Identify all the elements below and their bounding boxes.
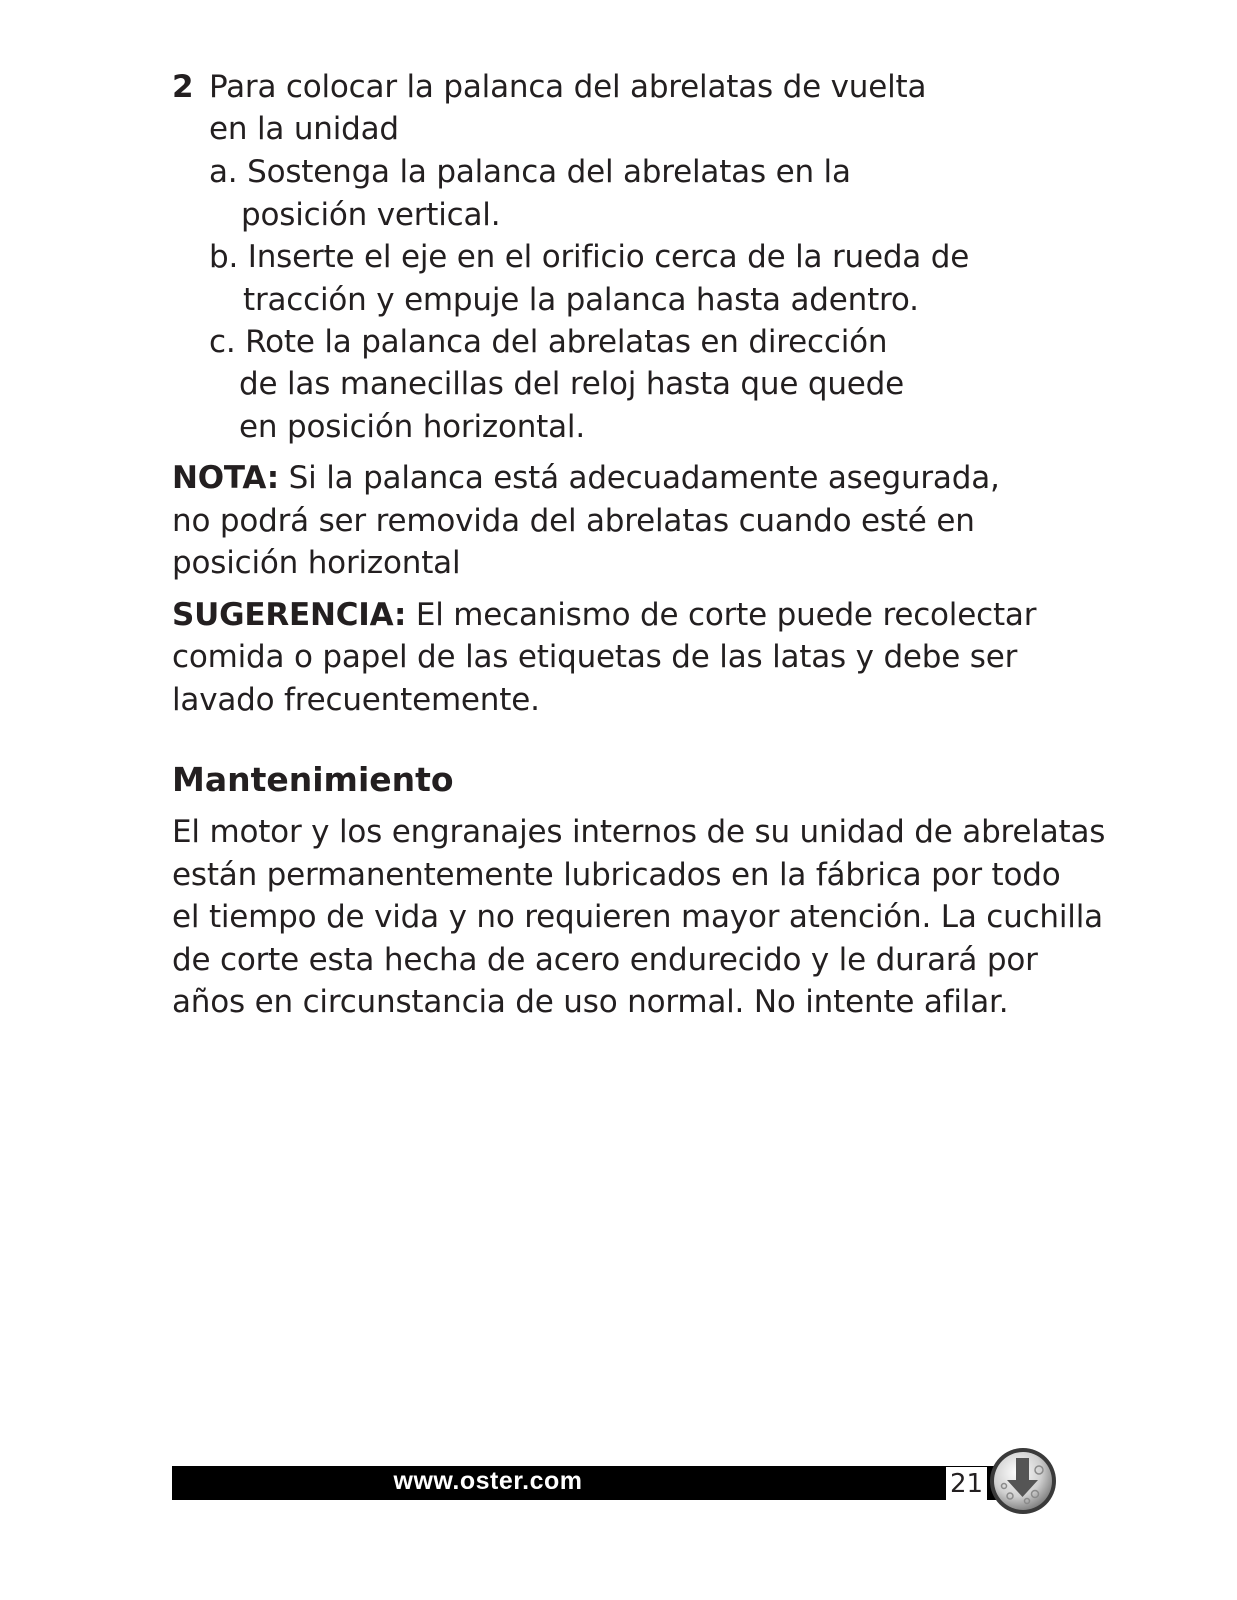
substep-a-line: posición vertical. bbox=[241, 197, 501, 233]
substep-c-line: de las manecillas del reloj hasta que quede bbox=[239, 366, 905, 402]
maintenance-paragraph-line: años en circunstancia de uso normal. No intente afilar. bbox=[172, 984, 1009, 1020]
step-text-line: Para colocar la palanca del abrelatas de vuelta bbox=[209, 69, 927, 105]
substep-b-line: b. Inserte el eje en el orificio cerca de la rueda de bbox=[209, 239, 970, 275]
tip-paragraph-line: lavado frecuentemente. bbox=[172, 682, 540, 718]
note-text: Si la palanca está adecuadamente asegurada, bbox=[288, 460, 1000, 496]
tip-paragraph-line bbox=[172, 595, 1036, 635]
tip-label: SUGERENCIA: bbox=[172, 597, 407, 633]
substep-c-line: c. Rote la palanca del abrelatas en dirección bbox=[209, 324, 888, 360]
substep-a-line: a. Sostenga la palanca del abrelatas en la bbox=[209, 154, 851, 190]
note-label: NOTA: bbox=[172, 460, 280, 496]
website-url[interactable]: www.oster.com bbox=[393, 1467, 583, 1495]
page-number: 21 bbox=[946, 1467, 987, 1501]
note-paragraph-line: posición horizontal bbox=[172, 545, 461, 581]
footer-bar bbox=[172, 1466, 1012, 1500]
note-paragraph-line: no podrá ser removida del abrelatas cuando esté en bbox=[172, 503, 975, 539]
maintenance-paragraph-line: el tiempo de vida y no requieren mayor atención. La cuchilla bbox=[172, 899, 1103, 935]
tip-text: El mecanismo de corte puede recolectar bbox=[415, 597, 1037, 633]
maintenance-paragraph-line: están permanentemente lubricados en la fábrica por todo bbox=[172, 857, 1061, 893]
substep-c-line: en posición horizontal. bbox=[239, 409, 585, 445]
maintenance-paragraph-line: El motor y los engranajes internos de su unidad de abrelatas bbox=[172, 814, 1106, 850]
substep-b-line: tracción y empuje la palanca hasta adentro. bbox=[243, 282, 919, 318]
tip-paragraph-line: comida o papel de las etiquetas de las latas y debe ser bbox=[172, 639, 1018, 675]
maintenance-paragraph-line: de corte esta hecha de acero endurecido y le durará por bbox=[172, 942, 1038, 978]
section-heading: Mantenimiento bbox=[172, 760, 454, 799]
note-paragraph-line bbox=[172, 458, 1000, 498]
step-text-line: en la unidad bbox=[209, 111, 399, 147]
step-number: 2 bbox=[172, 69, 194, 105]
download-arrow-icon bbox=[988, 1446, 1058, 1516]
